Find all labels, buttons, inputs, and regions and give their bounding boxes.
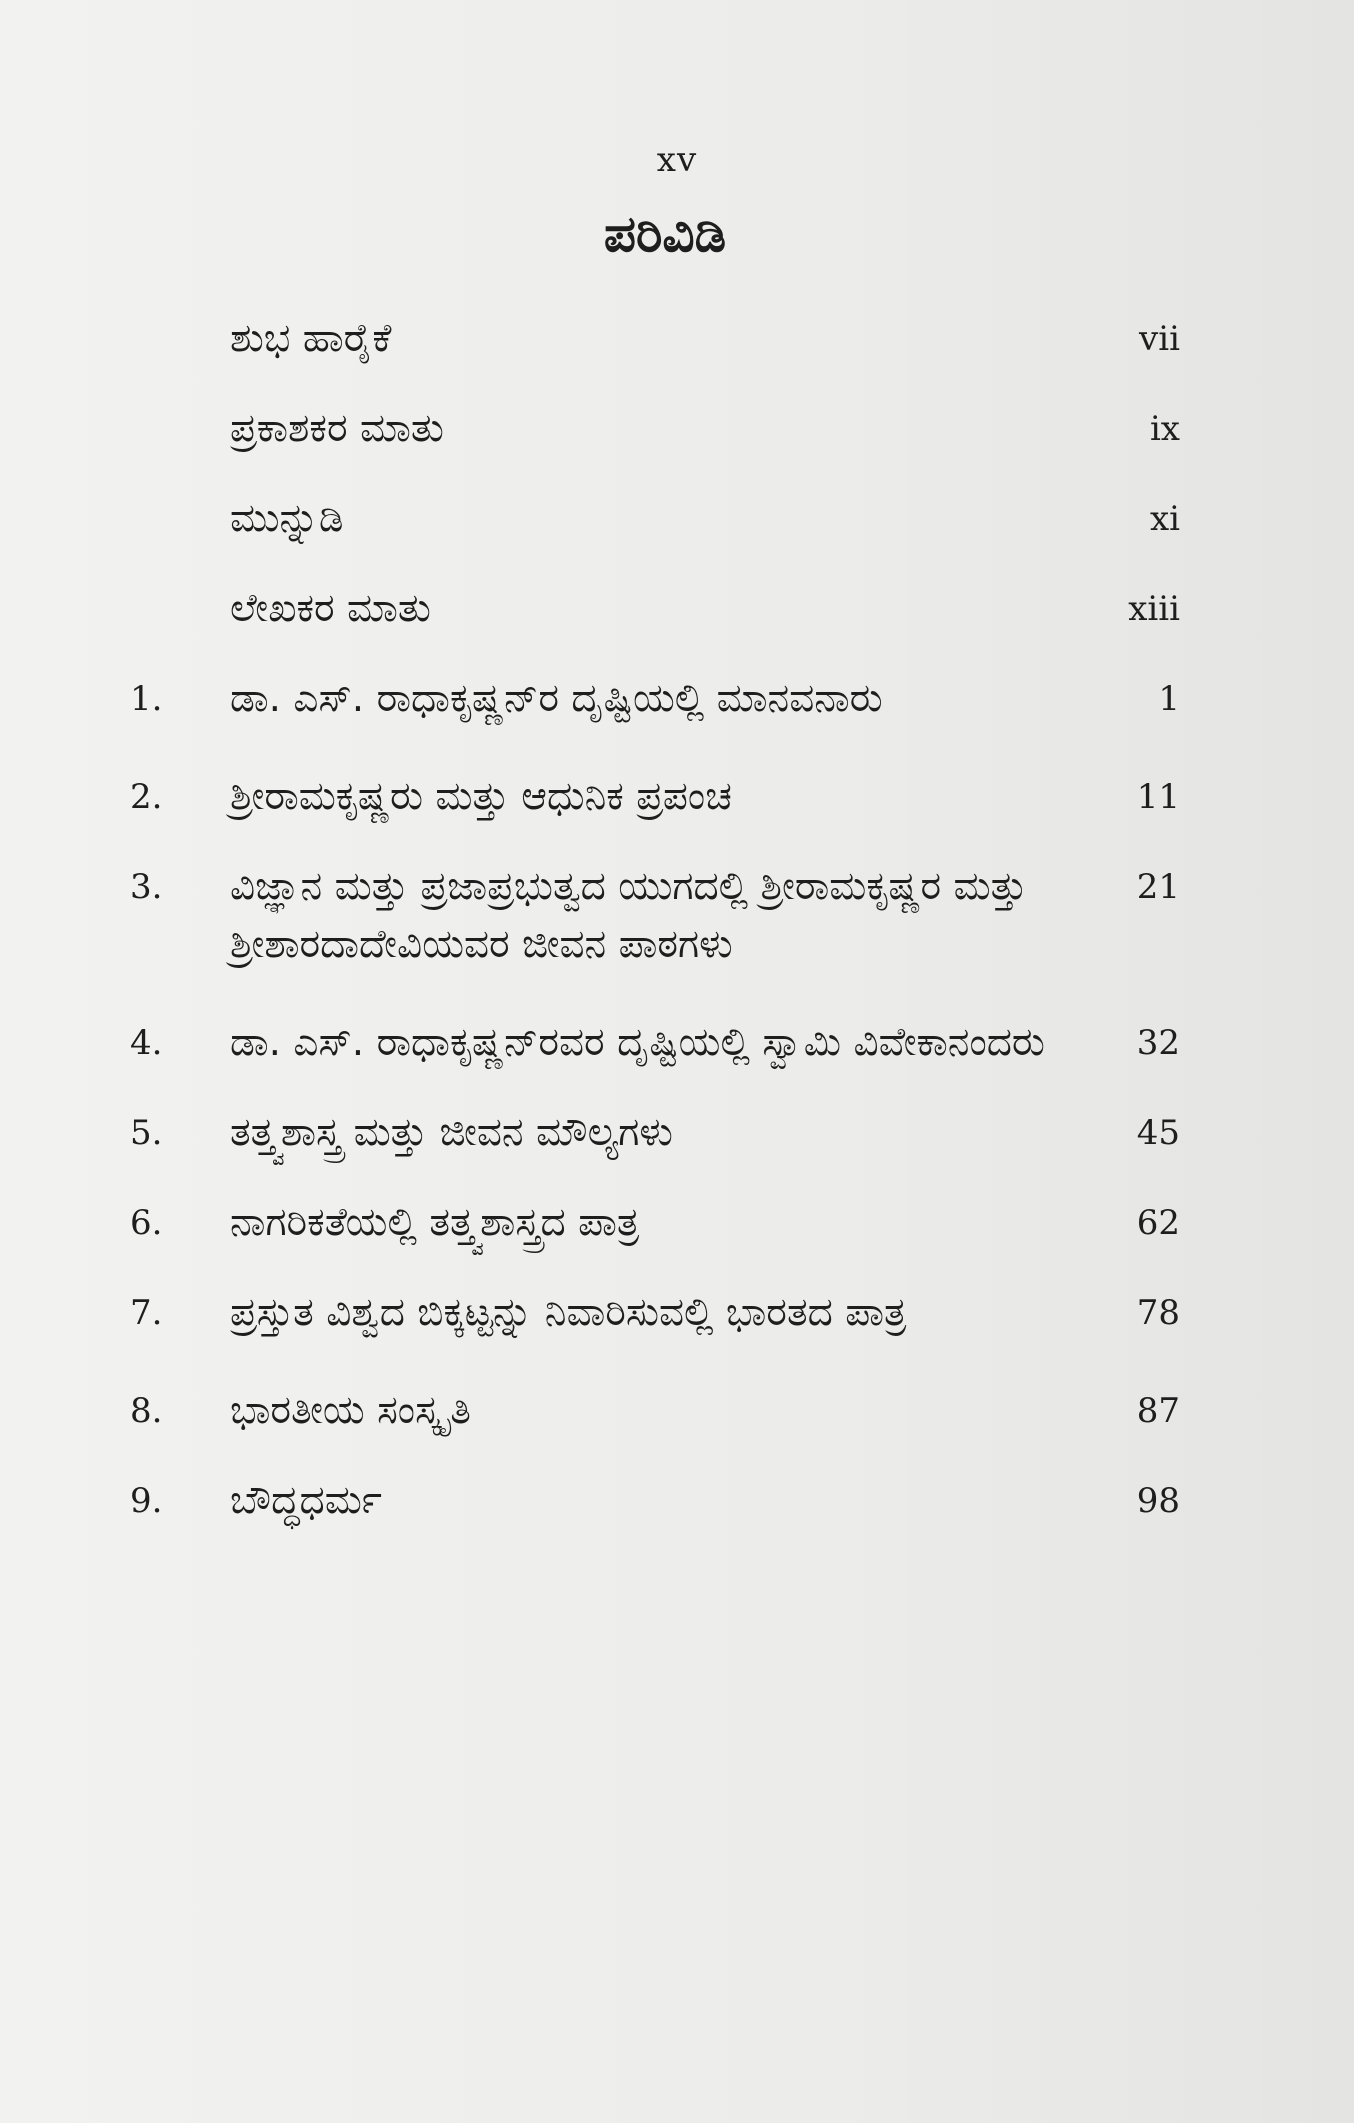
toc-entry-title: ತತ್ತ್ವಶಾಸ್ತ್ರ ಮತ್ತು ಜೀವನ ಮೌಲ್ಯಗಳು [230,1110,673,1155]
page-title: ಪರಿವಿಡಿ [603,205,727,263]
toc-entry-number: 5. [130,1113,163,1153]
toc-entry-title: ಡಾ. ಎಸ್. ರಾಧಾಕೃಷ್ಣನ್‌ರ ದೃಷ್ಟಿಯಲ್ಲಿ ಮಾನವನಾರು [230,676,883,721]
toc-entry-number: 8. [130,1391,163,1431]
toc-entry-number: 2. [130,777,163,817]
toc-entry-number: 6. [130,1203,163,1243]
toc-entry [130,310,1180,368]
toc-entry [130,1382,1180,1440]
toc-entry-title: ಭಾರತೀಯ ಸಂಸ್ಕೃತಿ [230,1388,471,1433]
toc-entry [130,580,1180,638]
toc-entry-number: 1. [130,679,163,719]
toc-entry-number: 7. [130,1293,163,1333]
toc-entry-page: 78 [1136,1293,1180,1333]
toc-entry-page: 62 [1136,1203,1180,1243]
toc-entry-title: ಪ್ರಸ್ತುತ ವಿಶ್ವದ ಬಿಕ್ಕಟ್ಟನ್ನು ನಿವಾರಿಸುವಲ್ಲಿ ಭಾರತದ ಪಾತ್ರ [230,1290,907,1335]
toc-entry-page: xiii [1128,589,1180,629]
page-folio: xv [656,140,698,180]
toc-entry [130,1472,1180,1530]
toc-entry-title: ಡಾ. ಎಸ್. ರಾಧಾಕೃಷ್ಣನ್‌ರವರ ದೃಷ್ಟಿಯಲ್ಲಿ ಸ್ವಾಮಿ ವಿವೇಕಾನಂದರು [230,1020,1045,1065]
toc-entry-number: 3. [130,867,163,907]
toc-entry-page: vii [1139,319,1180,359]
toc-entry [130,768,1180,826]
toc-entry-page: 11 [1136,777,1180,817]
toc-entry-number: 4. [130,1023,163,1063]
toc-entry-title: ವಿಜ್ಞಾನ ಮತ್ತು ಪ್ರಜಾಪ್ರಭುತ್ವದ ಯುಗದಲ್ಲಿ ಶ್ರೀರಾಮಕೃಷ್ಣರ ಮತ್ತು ಶ್ರೀಶಾರದಾದೇವಿಯವರ ಜೀವನ ಪಾಠಗಳು [230,864,1027,967]
toc-entry-number: 9. [130,1481,163,1521]
toc-entry [130,858,1180,974]
toc-entry [130,400,1180,458]
toc-entry-title: ಮುನ್ನುಡಿ [230,496,344,541]
toc-entry [130,670,1180,728]
toc-entry [130,490,1180,548]
toc-entry-title: ಲೇಖಕರ ಮಾತು [230,586,431,631]
toc-entry-title: ಬೌದ್ಧಧರ್ಮ [230,1478,382,1523]
toc-entry-page: 45 [1136,1113,1180,1153]
toc-entry [130,1284,1180,1342]
toc-entry-title: ಶುಭ ಹಾರೈಕೆ [230,316,392,361]
toc-entry-page: 87 [1136,1391,1180,1431]
toc-entry-title: ನಾಗರಿಕತೆಯಲ್ಲಿ ತತ್ತ್ವಶಾಸ್ತ್ರದ ಪಾತ್ರ [230,1200,640,1245]
toc-entry-page: 1 [1158,679,1180,719]
toc-entry [130,1014,1180,1072]
toc-entry-page: xi [1149,499,1180,539]
toc-entry-title: ಶ್ರೀರಾಮಕೃಷ್ಣರು ಮತ್ತು ಆಧುನಿಕ ಪ್ರಪಂಚ [230,774,732,819]
toc-entry [130,1104,1180,1162]
toc-entry-page: ix [1149,409,1180,449]
toc-entry-page: 21 [1136,867,1180,907]
toc-entry-page: 98 [1136,1481,1180,1521]
toc-entry-page: 32 [1136,1023,1180,1063]
toc-entry [130,1194,1180,1252]
toc-entry-title: ಪ್ರಕಾಶಕರ ಮಾತು [230,406,444,451]
table-of-contents [130,310,1180,1530]
